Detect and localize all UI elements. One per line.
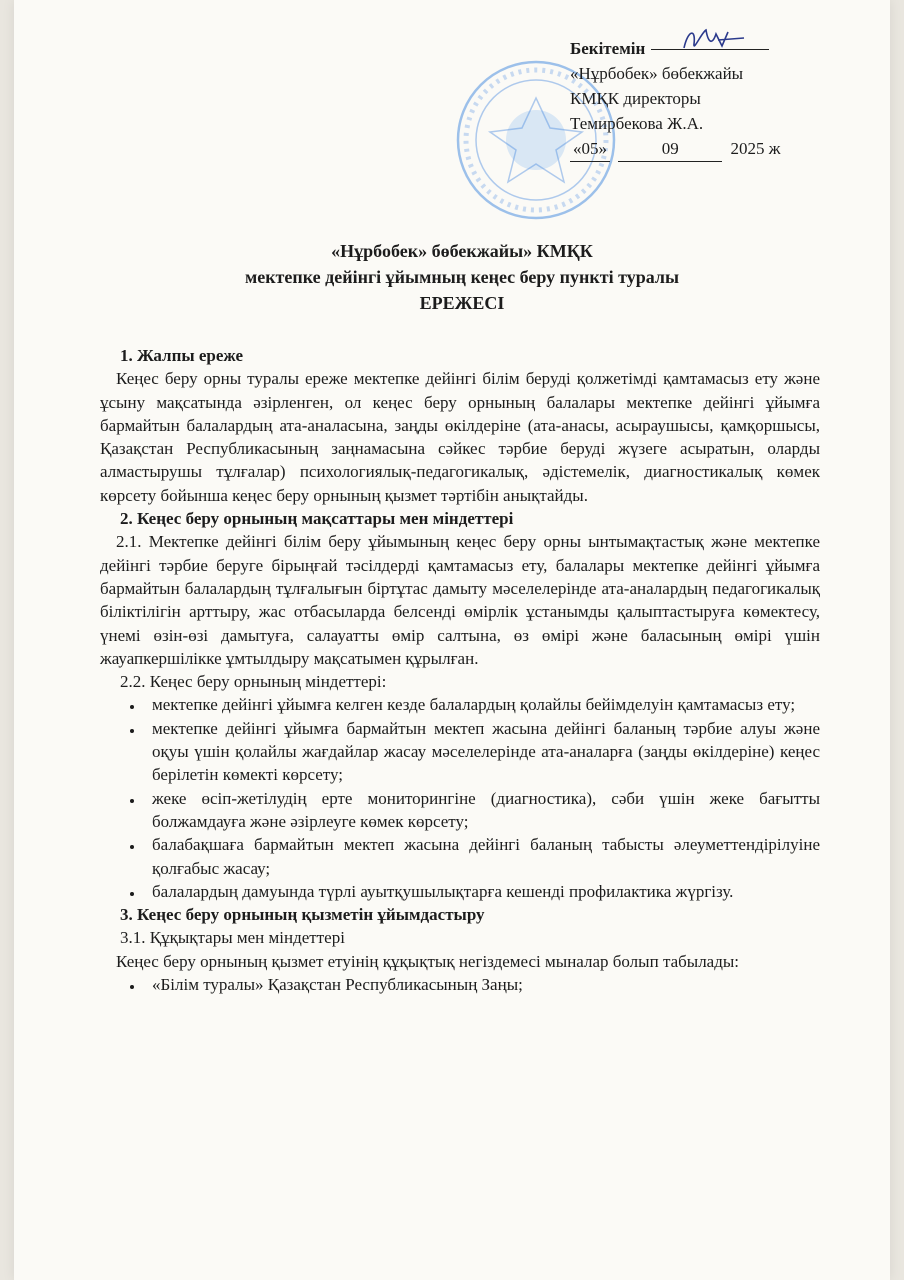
approval-date [570,136,900,162]
list-item: • жеке өсіп-жетілудің ерте мониторингіне (диагностика), сәби үшін жеке бағытты болжамдауға және әзірлеуге көмек көрсету; [144,787,820,834]
section-2-heading: 2. Кеңес беру орнының мақсаттары мен міндеттері [120,509,514,529]
section-2-2-text: 2.2. Кеңес беру орнының міндеттері: [120,672,387,692]
title-line-1: «Нұрбобек» бөбекжайы» КМҚК [331,241,593,261]
section-3-intro: Кеңес беру орнының қызмет етуінің құқықтық негіздемесі мыналар болып табылады: [116,951,740,971]
section-1-heading: 1. Жалпы ереже [120,346,244,365]
approval-name: Темирбекова Ж.А. [570,114,704,133]
laws-list [100,973,820,996]
document-page [14,0,890,1280]
tasks-list [100,693,820,903]
document-body [100,344,820,996]
section-1-text: Кеңес беру орны туралы ереже мектепке дейінгі білім беруді қолжетімді қамтамасыз ету және ұсыну мақсатында әзірленген, ол кеңес беру орнының балалары мектепке дейінгі ұйымға бармайтын балалардың ата-аналасына, заңды өкілдеріне (ата-анасы, асыраушысы, қамқоршысы, Қазақстан Республикасының заңнамасына сәйкес тәрбие беруді жүзеге асыратын, оларды алмастырушы тұлғалар) психологиялық-педагогикалық, әдістемелік, диагностикалық көмек көрсету бойынша кеңес беру орнының қызмет тәртібін анықтайды. [100,369,820,505]
approval-org: «Нұрбобек» бөбекжайы [570,64,744,83]
list-item: • балалардың дамуында түрлі ауытқушылықтарға кешенді профилактика жүргізу. [144,880,820,903]
signature-line [651,49,769,50]
section-3-1-text: 3.1. Құқықтары мен міндеттері [120,928,345,948]
approval-position: КМҚК директоры [570,89,701,108]
list-item: • мектепке дейінгі ұйымға келген кезде балалардың қолайлы бейімделуін қамтамасыз ету; [144,693,820,716]
title-line-3: ЕРЕЖЕСІ [419,293,505,313]
list-item: • «Білім туралы» Қазақстан Республикасының Заңы; [144,973,820,996]
list-item: • балабақшаға бармайтын мектеп жасына дейінгі баланың табысты әлеуметтендірілуіне қолғабыс жасау; [144,833,820,880]
list-item: • мектепке дейінгі ұйымға бармайтын мектеп жасына дейінгі баланың тәрбие алуы және оқуы үшін қолайлы жағдайлар жасау мәселелерінде ата-аналарға (заңды өкілдеріне) кеңес берілетін көмекті көрсету; [144,717,820,787]
date-day: «05» [570,136,610,162]
title-line-2: мектепке дейінгі ұйымның кеңес беру пункті туралы [244,267,680,287]
date-month: 09 [618,136,722,162]
approval-label: Бекітемін [570,39,646,58]
approval-block [570,36,900,162]
document-title [94,238,830,316]
section-3-heading: 3. Кеңес беру орнының қызметін ұйымдастыру [120,905,485,925]
section-2-1-text: 2.1. Мектепке дейінгі білім беру ұйымының кеңес беру орны ынтымақтастық және мектепке дейінгі тәрбие беруге бірыңғай тәсілдерді қамтамасыз ету, балалары мектепке дейінгі ұйымға бармайтын балалардың тұлғалығын біртұтас дамыту мәселелерінде ата-аналардың педагогикалық біліктілігін арттыру, жас отбасыларда белсенді өмірлік ұстанымды қалыптастыруға көмектесу, үнемі өзін-өзі дамытуға, салауатты өмір салтына, өз өмірі және баласының өмірі үшін жауапкершілікке ұмтылдыру мақсатымен құрылған. [100,532,820,668]
date-year: 2025 ж [730,139,781,158]
